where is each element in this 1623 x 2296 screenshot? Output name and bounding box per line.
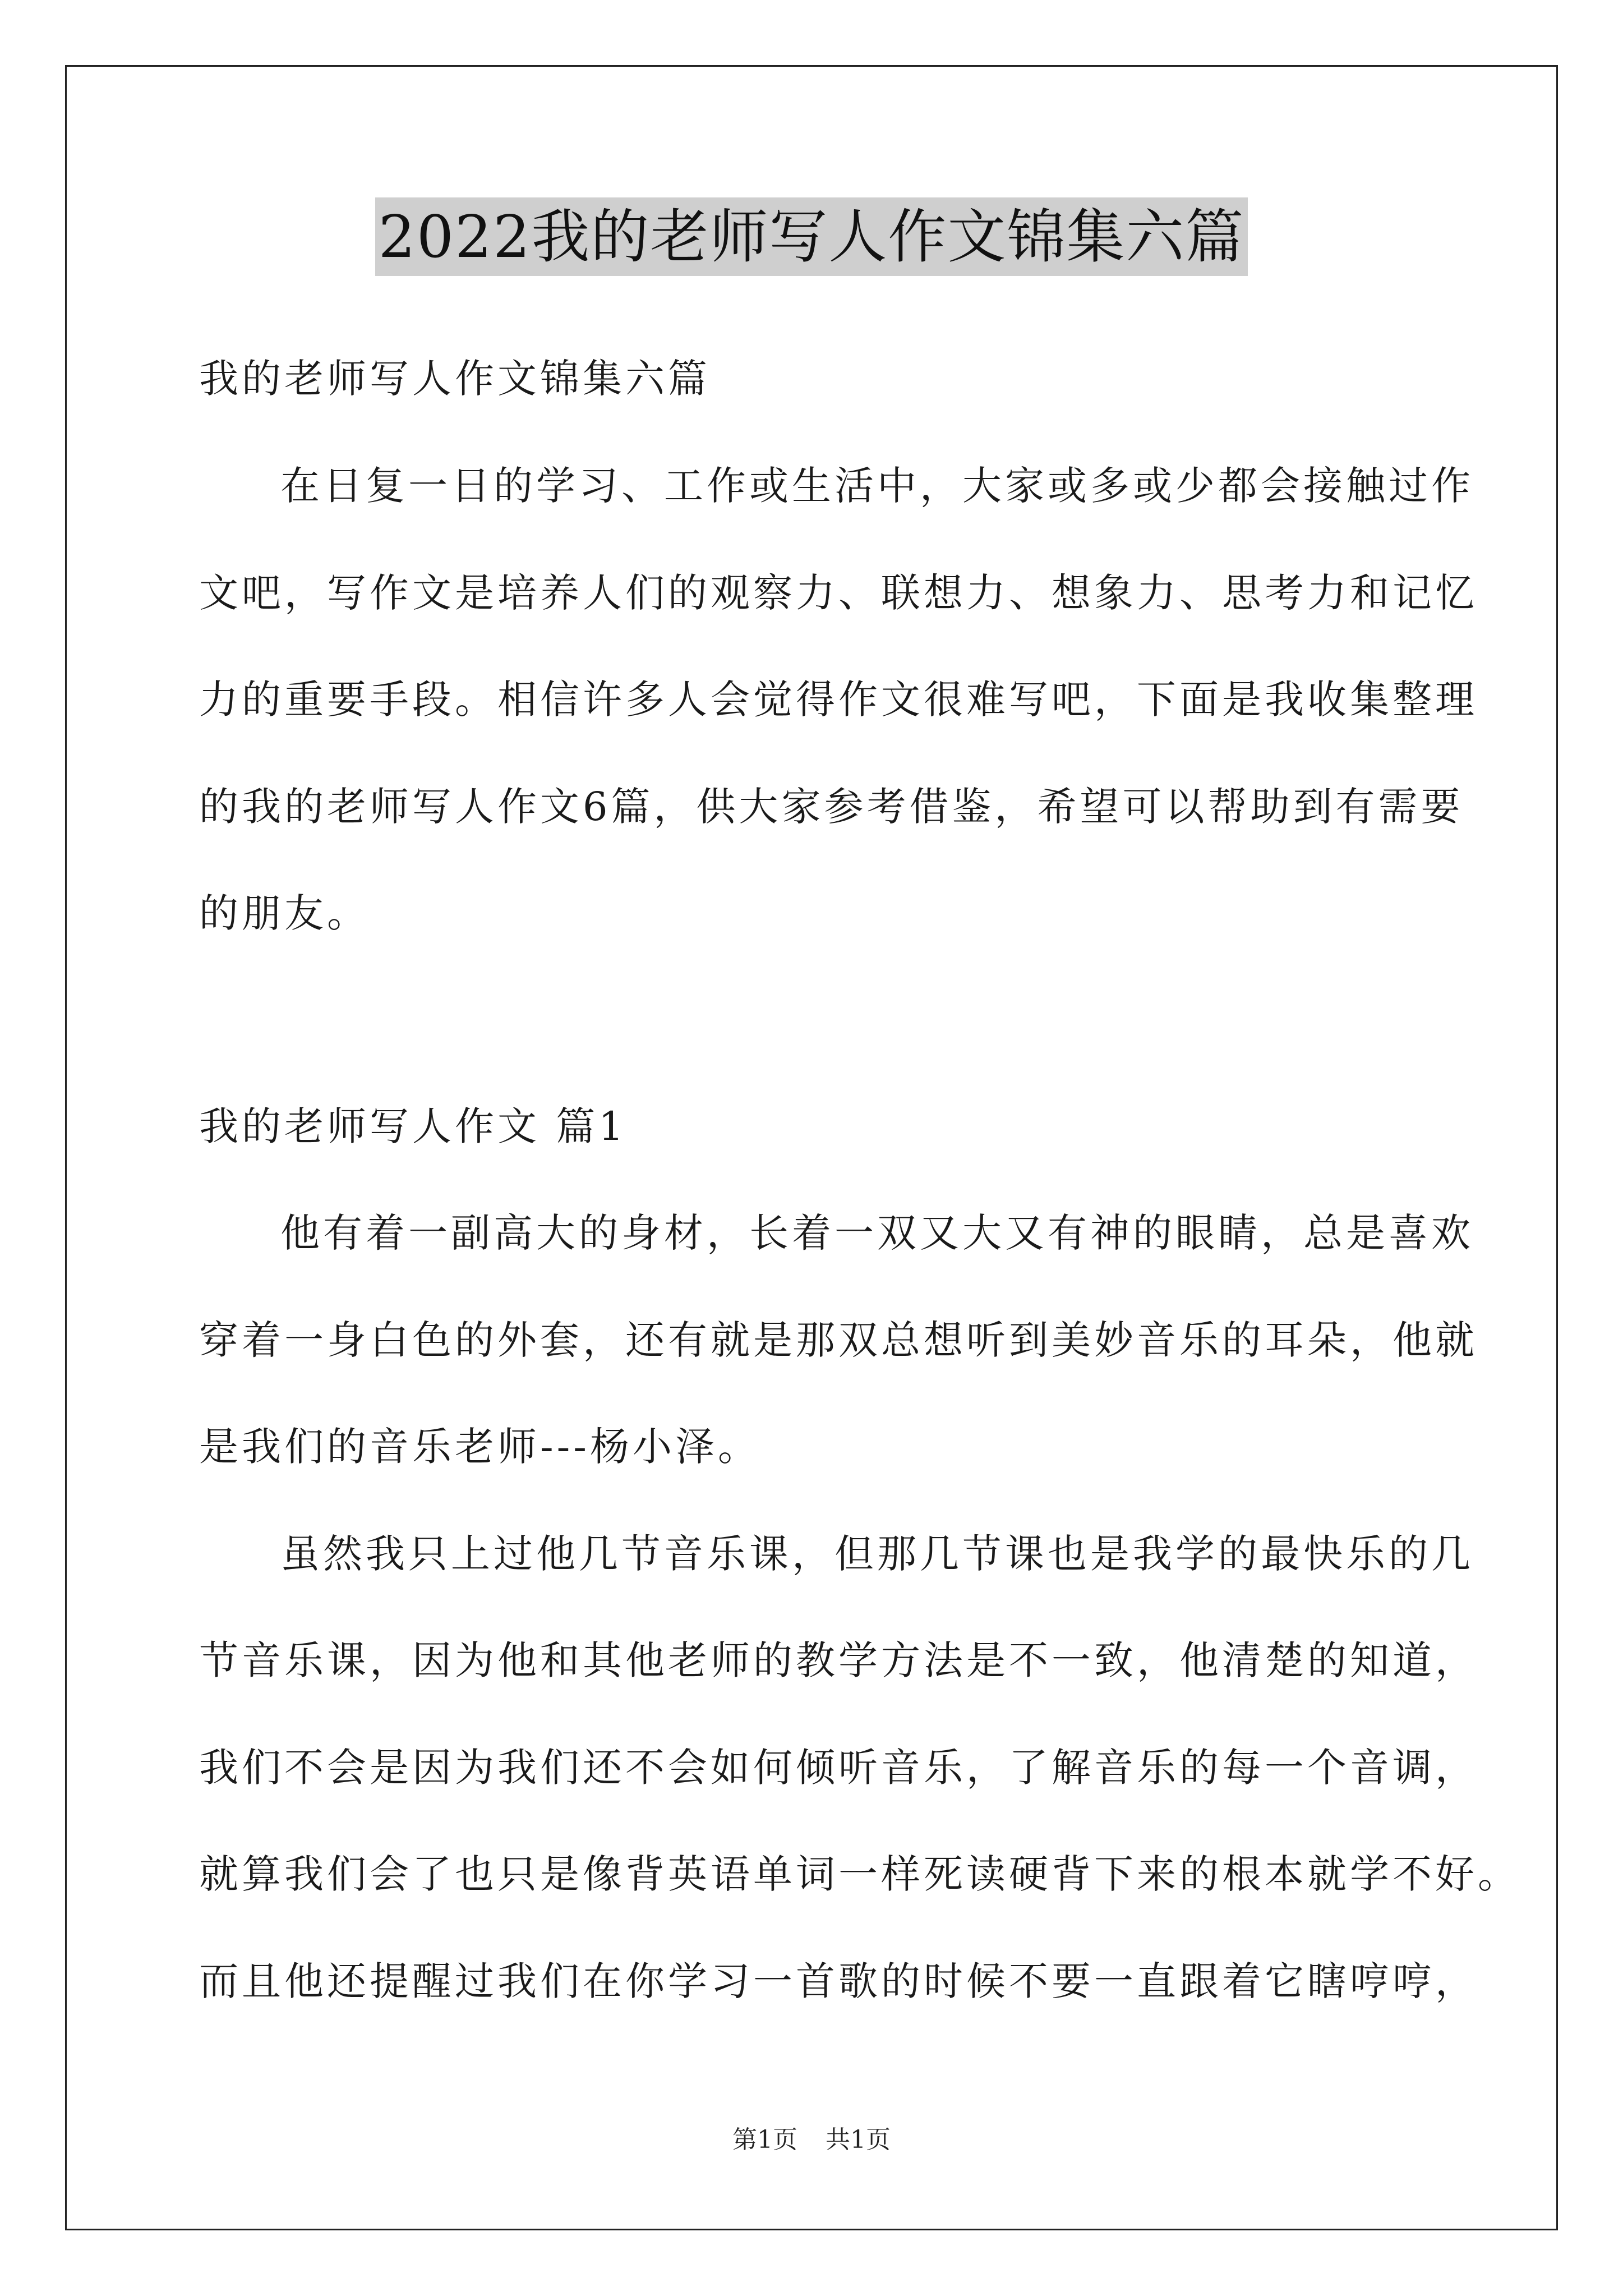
- page-number-current: 第1页: [732, 2125, 797, 2154]
- para2-line-4: 就算我们会了也只是像背英语单词一样死读硬背下来的根本就学不好。: [199, 1851, 1520, 1897]
- page-number-total: 共1页: [826, 2125, 891, 2154]
- page-footer: [0, 2123, 1623, 2157]
- title-container: [0, 197, 1623, 276]
- intro-line-2: 文吧，写作文是培养人们的观察力、联想力、想象力、思考力和记忆: [199, 570, 1478, 616]
- para1-line-2: 穿着一身白色的外套，还有就是那双总想听到美妙音乐的耳朵，他就: [199, 1317, 1478, 1363]
- intro-line-1: 在日复一日的学习、工作或生活中，大家或多或少都会接触过作: [280, 463, 1474, 509]
- section-heading: 我的老师写人作文 篇1: [199, 1103, 627, 1149]
- para2-line-5: 而且他还提醒过我们在你学习一首歌的时候不要一直跟着它瞎哼哼，: [199, 1958, 1478, 2004]
- para2-line-2: 节音乐课，因为他和其他老师的教学方法是不一致，他清楚的知道，: [199, 1637, 1478, 1683]
- document-title: 2022我的老师写人作文锦集六篇: [375, 197, 1248, 276]
- intro-line-4: 的我的老师写人作文6篇，供大家参考借鉴，希望可以帮助到有需要: [199, 784, 1464, 830]
- document-subtitle: 我的老师写人作文锦集六篇: [199, 356, 711, 402]
- para1-line-3: 是我们的音乐老师---杨小泽。: [199, 1424, 760, 1470]
- para2-line-1: 虽然我只上过他几节音乐课，但那几节课也是我学的最快乐的几: [280, 1531, 1474, 1577]
- intro-line-5: 的朋友。: [199, 890, 370, 936]
- intro-line-3: 力的重要手段。相信许多人会觉得作文很难写吧，下面是我收集整理: [199, 677, 1478, 723]
- para2-line-3: 我们不会是因为我们还不会如何倾听音乐，了解音乐的每一个音调，: [199, 1745, 1478, 1791]
- para1-line-1: 他有着一副高大的身材，长着一双又大又有神的眼睛，总是喜欢: [280, 1210, 1474, 1256]
